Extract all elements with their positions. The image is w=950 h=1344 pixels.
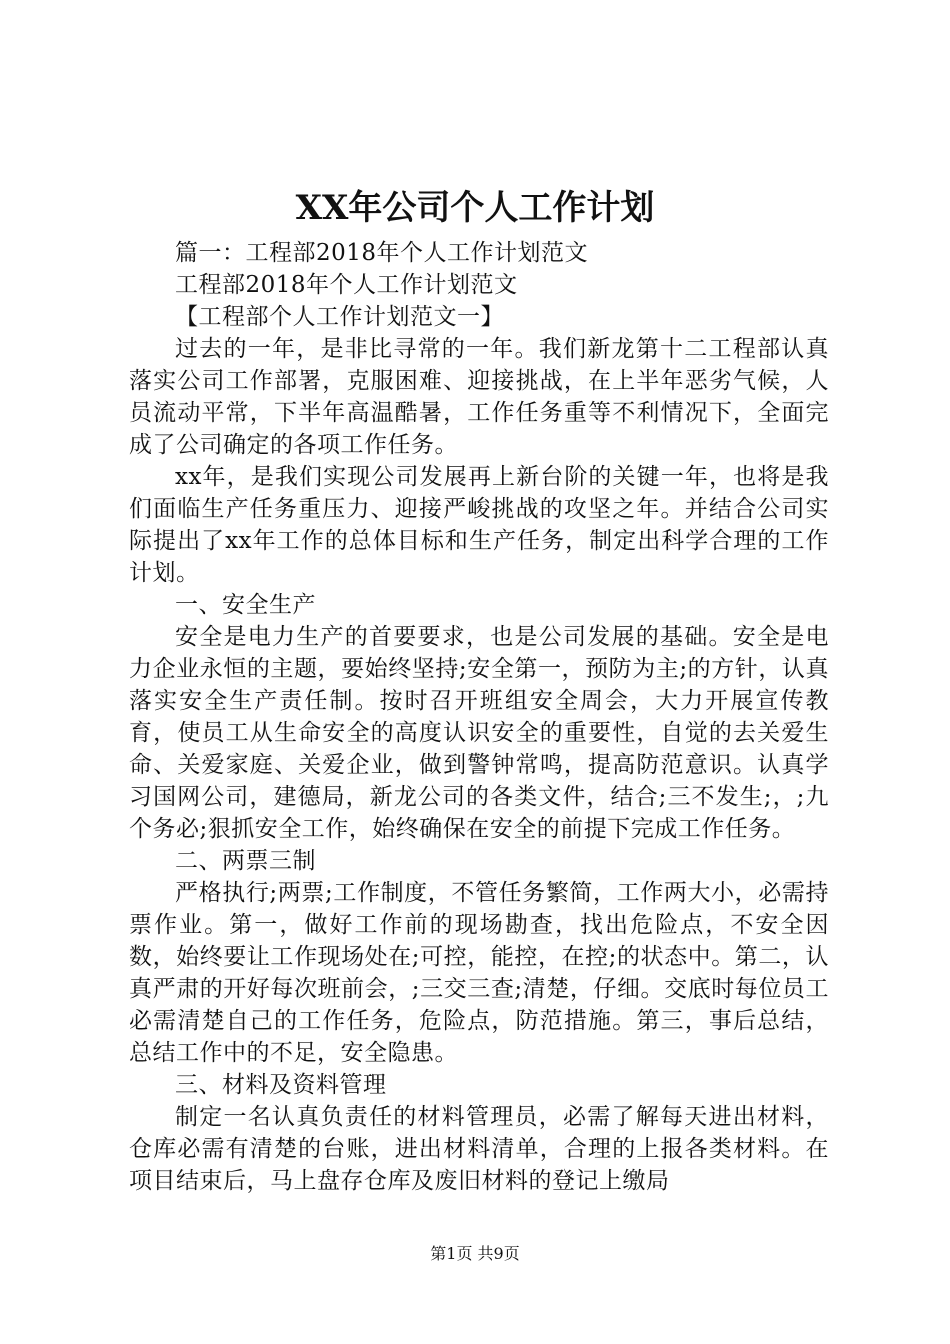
paragraph: 制定一名认真负责任的材料管理员，必需了解每天进出材料，仓库必需有清楚的台账，进出材料清单，合理的上报各类材料。在项目结束后，马上盘存仓库及废旧材料的登记上缴局: [129, 1104, 829, 1194]
paragraph: 过去的一年，是非比寻常的一年。我们新龙第十二工程部认真落实公司工作部署，克服困难、迎接挑战，在上半年恶劣气候，人员流动平常，下半年高温酷暑，工作任务重等不利情况下，全面完成了公司确定的各项工作任务。: [129, 336, 829, 458]
paragraph: 严格执行;两票;工作制度，不管任务繁简，工作两大小，必需持票作业。第一，做好工作前的现场勘查，找出危险点，不安全因数，始终要让工作现场处在;可控，能控，在控;的状态中。第二，认真严肃的开好每次班前会，;三交三查;清楚，仔细。交底时每位员工必需清楚自己的工作任务，危险点，防范措施。第三，事后总结，总结工作中的不足，安全隐患。: [129, 880, 829, 1066]
section-heading: 三、材料及资料管理: [175, 1072, 387, 1098]
paragraph: 【工程部个人工作计划范文一】: [175, 304, 504, 330]
document-title: XX年公司个人工作计划: [295, 188, 655, 228]
section-heading: 一、安全生产: [175, 592, 316, 618]
paragraph: 篇一：工程部2018年个人工作计划范文: [175, 240, 589, 266]
section-heading: 二、两票三制: [175, 848, 316, 874]
page-footer: 第1页 共9页: [430, 1244, 520, 1263]
paragraph: xx年，是我们实现公司发展再上新台阶的关键一年，也将是我们面临生产任务重压力、迎接严峻挑战的攻坚之年。并结合公司实际提出了xx年工作的总体目标和生产任务，制定出科学合理的工作计划。: [129, 464, 829, 586]
document-body: [129, 237, 829, 1197]
paragraph: 工程部2018年个人工作计划范文: [175, 272, 518, 298]
paragraph: 安全是电力生产的首要要求，也是公司发展的基础。安全是电力企业永恒的主题，要始终坚持;安全第一，预防为主;的方针，认真落实安全生产责任制。按时召开班组安全周会，大力开展宣传教育，使员工从生命安全的高度认识安全的重要性，自觉的去关爱生命、关爱家庭、关爱企业，做到警钟常鸣，提高防范意识。认真学习国网公司，建德局，新龙公司的各类文件，结合;三不发生;，;九个务必;狠抓安全工作，始终确保在安全的前提下完成工作任务。: [129, 624, 829, 842]
